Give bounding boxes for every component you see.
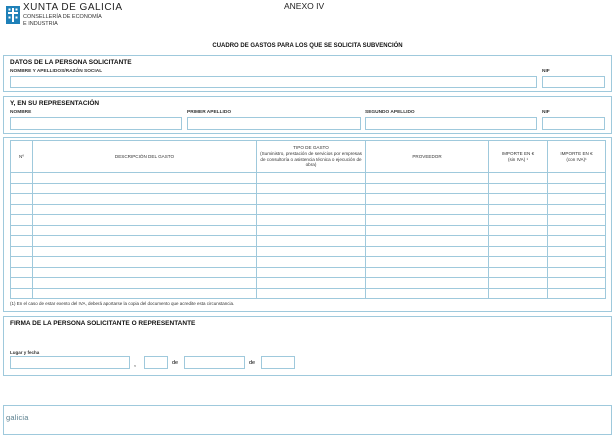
table-cell[interactable] bbox=[33, 173, 257, 184]
table-cell[interactable] bbox=[548, 173, 606, 184]
representative-surname2-field[interactable] bbox=[365, 117, 537, 130]
table-cell[interactable] bbox=[366, 215, 489, 226]
table-cell[interactable] bbox=[257, 204, 366, 215]
table-cell[interactable] bbox=[257, 183, 366, 194]
table-cell[interactable] bbox=[33, 288, 257, 299]
table-cell[interactable] bbox=[366, 257, 489, 268]
table-cell[interactable] bbox=[489, 215, 548, 226]
table-cell[interactable] bbox=[257, 257, 366, 268]
department-line-2: E INDUSTRIA bbox=[23, 21, 58, 27]
table-cell[interactable] bbox=[257, 246, 366, 257]
applicant-name-label: NOMBRE Y APELLIDOS/RAZÓN SOCIAL bbox=[10, 69, 103, 74]
table-cell[interactable] bbox=[11, 257, 33, 268]
table-cell[interactable] bbox=[548, 267, 606, 278]
table-cell[interactable] bbox=[489, 183, 548, 194]
amount-with-vat-line2: (con IVA)¹ bbox=[566, 156, 587, 162]
department-line-1: CONSELLERÍA DE ECONOMÍA bbox=[23, 14, 102, 20]
table-cell[interactable] bbox=[548, 204, 606, 215]
table-cell[interactable] bbox=[366, 246, 489, 257]
table-cell[interactable] bbox=[33, 278, 257, 289]
table-cell[interactable] bbox=[257, 236, 366, 247]
table-cell[interactable] bbox=[11, 267, 33, 278]
type-header-detail: (Suministro, prestación de servicios por empresas de consultoría o asistencia técnica o ejecución de obra) bbox=[260, 150, 362, 168]
table-row bbox=[11, 236, 606, 247]
applicant-name-field[interactable] bbox=[10, 76, 537, 88]
table-cell[interactable] bbox=[11, 225, 33, 236]
table-row bbox=[11, 204, 606, 215]
table-row bbox=[11, 246, 606, 257]
table-header-row bbox=[11, 141, 606, 173]
representative-section-title: Y, EN SU REPRESENTACIÓN bbox=[10, 100, 100, 107]
de-label-2: de bbox=[249, 360, 256, 366]
table-cell[interactable] bbox=[366, 204, 489, 215]
table-cell[interactable] bbox=[366, 236, 489, 247]
table-cell[interactable] bbox=[366, 278, 489, 289]
amount-with-vat-line1: IMPORTE EN € bbox=[560, 150, 593, 156]
representative-surname1-label: PRIMER APELLIDO bbox=[187, 110, 232, 115]
table-cell[interactable] bbox=[489, 225, 548, 236]
table-cell[interactable] bbox=[366, 267, 489, 278]
table-cell[interactable] bbox=[489, 257, 548, 268]
table-cell[interactable] bbox=[33, 257, 257, 268]
table-cell[interactable] bbox=[33, 183, 257, 194]
table-cell[interactable] bbox=[11, 278, 33, 289]
table-cell[interactable] bbox=[33, 225, 257, 236]
amount-without-vat-line1: IMPORTE EN € bbox=[501, 150, 535, 156]
table-cell[interactable] bbox=[489, 173, 548, 184]
table-cell[interactable] bbox=[11, 173, 33, 184]
expenses-table-body bbox=[11, 173, 606, 299]
organization-name: XUNTA DE GALICIA bbox=[23, 2, 123, 13]
footer-box bbox=[3, 405, 612, 435]
table-cell[interactable] bbox=[366, 183, 489, 194]
col-header-type bbox=[257, 141, 366, 173]
day-field[interactable] bbox=[144, 356, 168, 369]
table-cell[interactable] bbox=[366, 225, 489, 236]
table-row bbox=[11, 215, 606, 226]
col-header-amount-with-vat bbox=[548, 141, 606, 173]
table-cell[interactable] bbox=[257, 288, 366, 299]
table-cell[interactable] bbox=[33, 267, 257, 278]
xunta-logo-icon bbox=[6, 6, 20, 24]
table-cell[interactable] bbox=[11, 183, 33, 194]
representative-name-field[interactable] bbox=[10, 117, 182, 130]
table-cell[interactable] bbox=[489, 246, 548, 257]
col-header-num: Nº bbox=[11, 141, 33, 173]
signature-section-title: FIRMA DE LA PERSONA SOLICITANTE O REPRESENTANTE bbox=[10, 320, 196, 327]
table-row bbox=[11, 173, 606, 184]
table-cell[interactable] bbox=[548, 246, 606, 257]
de-label-1: de bbox=[172, 360, 179, 366]
table-cell[interactable] bbox=[11, 204, 33, 215]
table-cell[interactable] bbox=[548, 288, 606, 299]
table-cell[interactable] bbox=[489, 267, 548, 278]
table-cell[interactable] bbox=[366, 173, 489, 184]
table-cell[interactable] bbox=[366, 288, 489, 299]
table-cell[interactable] bbox=[366, 194, 489, 205]
table-cell[interactable] bbox=[489, 204, 548, 215]
annex-label: ANEXO IV bbox=[284, 1, 325, 11]
table-cell[interactable] bbox=[548, 278, 606, 289]
representative-surname2-label: SEGUNDO APELLIDO bbox=[365, 110, 415, 115]
applicant-nif-field[interactable] bbox=[542, 76, 605, 88]
table-row bbox=[11, 257, 606, 268]
table-cell[interactable] bbox=[33, 246, 257, 257]
document-title: CUADRO DE GASTOS PARA LOS QUE SE SOLICITA SUBVENCIÓN bbox=[212, 43, 403, 49]
table-cell[interactable] bbox=[11, 194, 33, 205]
applicant-nif-label: NIF bbox=[542, 69, 550, 74]
table-cell[interactable] bbox=[489, 194, 548, 205]
galicia-brand-logo: galicia bbox=[6, 413, 29, 422]
representative-name-label: NOMBRE bbox=[10, 110, 32, 115]
applicant-section-title: DATOS DE LA PERSONA SOLICITANTE bbox=[10, 59, 132, 66]
place-field[interactable] bbox=[10, 356, 130, 369]
table-cell[interactable] bbox=[33, 236, 257, 247]
table-cell[interactable] bbox=[11, 288, 33, 299]
representative-surname1-field[interactable] bbox=[187, 117, 361, 130]
col-header-description: DESCRIPCIÓN DEL GASTO bbox=[33, 141, 257, 173]
month-field[interactable] bbox=[184, 356, 245, 369]
table-row bbox=[11, 194, 606, 205]
table-cell[interactable] bbox=[548, 225, 606, 236]
table-cell[interactable] bbox=[548, 236, 606, 247]
representative-nif-field[interactable] bbox=[542, 117, 605, 130]
table-cell[interactable] bbox=[11, 246, 33, 257]
table-cell[interactable] bbox=[257, 278, 366, 289]
table-cell[interactable] bbox=[548, 183, 606, 194]
representative-nif-label: NIF bbox=[542, 110, 550, 115]
table-cell[interactable] bbox=[257, 215, 366, 226]
place-date-label: Lugar y fecha bbox=[10, 350, 40, 355]
col-header-amount-without-vat bbox=[489, 141, 548, 173]
table-cell[interactable] bbox=[257, 173, 366, 184]
table-cell[interactable] bbox=[548, 194, 606, 205]
table-cell[interactable] bbox=[257, 267, 366, 278]
table-cell[interactable] bbox=[257, 225, 366, 236]
table-cell[interactable] bbox=[11, 215, 33, 226]
table-cell[interactable] bbox=[548, 257, 606, 268]
table-cell[interactable] bbox=[489, 236, 548, 247]
vat-footnote: (1) En el caso de estar exento del IVA, deberá aportarse la copia del documento que acredite esta circunstancia. bbox=[10, 301, 235, 306]
table-cell[interactable] bbox=[489, 278, 548, 289]
table-cell[interactable] bbox=[548, 215, 606, 226]
table-cell[interactable] bbox=[33, 194, 257, 205]
table-row bbox=[11, 288, 606, 299]
table-row bbox=[11, 278, 606, 289]
col-header-provider: PROVEEDOR bbox=[366, 141, 489, 173]
table-cell[interactable] bbox=[33, 215, 257, 226]
table-cell[interactable] bbox=[11, 236, 33, 247]
type-header-title: TIPO DE GASTO bbox=[293, 145, 329, 151]
expenses-table bbox=[10, 140, 606, 299]
table-cell[interactable] bbox=[257, 194, 366, 205]
table-row bbox=[11, 183, 606, 194]
table-row bbox=[11, 225, 606, 236]
table-cell[interactable] bbox=[33, 204, 257, 215]
comma-separator: , bbox=[134, 361, 136, 368]
table-cell[interactable] bbox=[489, 288, 548, 299]
amount-without-vat-line2: (sin IVA) ¹ bbox=[507, 156, 529, 162]
year-field[interactable] bbox=[261, 356, 295, 369]
table-row bbox=[11, 267, 606, 278]
